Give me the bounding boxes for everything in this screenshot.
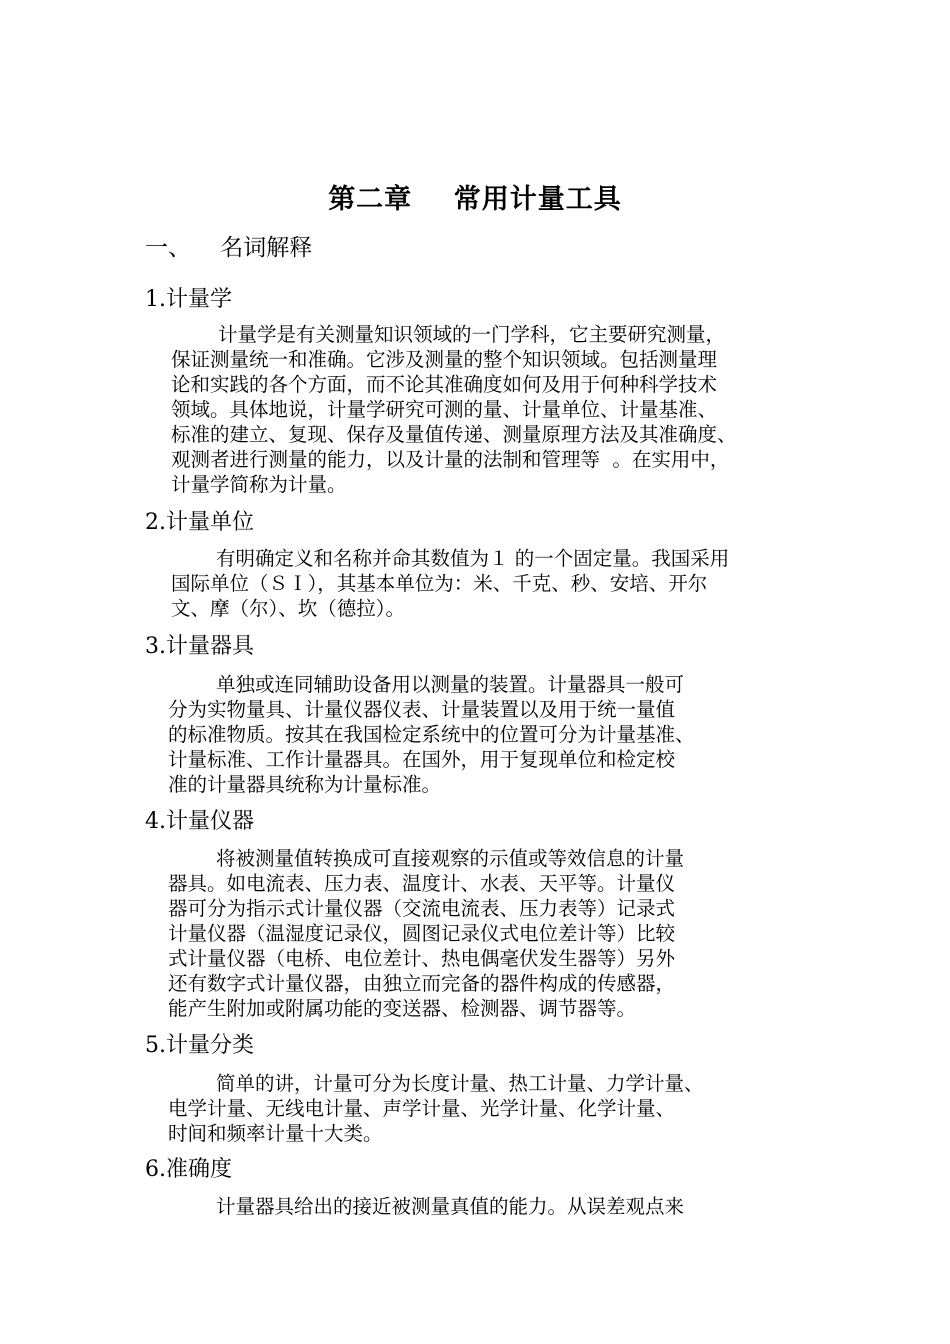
term-heading-measuring-apparatus: 4.计量仪器 <box>145 809 254 834</box>
term-heading-measurement-unit: 2.计量单位 <box>145 510 254 535</box>
paragraph-line: 能产生附加或附属功能的变送器、检测器、调节器等。 <box>168 997 637 1020</box>
term-heading-measurement-classification: 5.计量分类 <box>145 1033 254 1058</box>
chapter-title: 第二章 常用计量工具 <box>328 184 622 215</box>
paragraph-line: 电学计量、无线电计量、声学计量、光学计量、化学计量、 <box>168 1097 676 1120</box>
paragraph-line: 计量学简称为计量。 <box>171 473 347 496</box>
paragraph-line: 论和实践的各个方面，而不论其准确度如何及用于何种科学技术 <box>171 373 718 396</box>
paragraph-line: 将被测量值转换成可直接观察的示值或等效信息的计量 <box>216 847 685 870</box>
paragraph-line: 的标准物质。按其在我国检定系统中的位置可分为计量基准、 <box>168 723 695 746</box>
paragraph-line: 分为实物量具、计量仪器仪表、计量装置以及用于统一量值 <box>168 698 676 721</box>
paragraph-line: 文、摩（尔）、坎（德拉）。 <box>171 597 406 620</box>
paragraph-line: 观测者进行测量的能力，以及计量的法制和管理等 。在实用中， <box>171 448 730 471</box>
term-heading-accuracy: 6.准确度 <box>145 1157 232 1182</box>
term-heading-measuring-instrument: 3.计量器具 <box>145 634 254 659</box>
paragraph-line: 保证测量统一和准确。它涉及测量的整个知识领域。包括测量理 <box>171 348 718 371</box>
paragraph-line: 计量仪器（温湿度记录仪，圆图记录仪式电位差计等）比较 <box>168 922 676 945</box>
paragraph-line: 计量器具给出的接近被测量真值的能力。从误差观点来 <box>216 1195 685 1218</box>
paragraph-line: 还有数字式计量仪器，由独立而完备的器件构成的传感器， <box>168 972 676 995</box>
paragraph-line: 国际单位（ＳＩ），其基本单位为：米、千克、秒、安培、开尔 <box>171 572 708 595</box>
term-heading-metrology: 1.计量学 <box>145 287 232 312</box>
paragraph-line: 计量学是有关测量知识领域的一门学科，它主要研究测量， <box>218 323 726 346</box>
paragraph-line: 计量标准、工作计量器具。在国外，用于复现单位和检定校 <box>168 748 676 771</box>
paragraph-line: 单独或连同辅助设备用以测量的装置。计量器具一般可 <box>216 673 685 696</box>
paragraph-line: 时间和频率计量十大类。 <box>168 1122 383 1145</box>
paragraph-line: 器具。如电流表、压力表、温度计、水表、天平等。计量仪 <box>168 872 676 895</box>
paragraph-line: 准的计量器具统称为计量标准。 <box>168 773 442 796</box>
paragraph-line: 标准的建立、复现、保存及量值传递、测量原理方法及其准确度、 <box>171 423 737 446</box>
paragraph-line: 器可分为指示式计量仪器（交流电流表、压力表等）记录式 <box>168 897 676 920</box>
paragraph-line: 简单的讲，计量可分为长度计量、热工计量、力学计量、 <box>216 1072 704 1095</box>
paragraph-line: 式计量仪器（电桥、电位差计、热电偶毫伏发生器等）另外 <box>168 947 676 970</box>
paragraph-line: 有明确定义和名称并命其数值为１ 的一个固定量。我国采用 <box>216 547 730 570</box>
paragraph-line: 领域。具体地说，计量学研究可测的量、计量单位、计量基准、 <box>171 398 718 421</box>
section-title: 一、 名词解释 <box>145 235 313 261</box>
